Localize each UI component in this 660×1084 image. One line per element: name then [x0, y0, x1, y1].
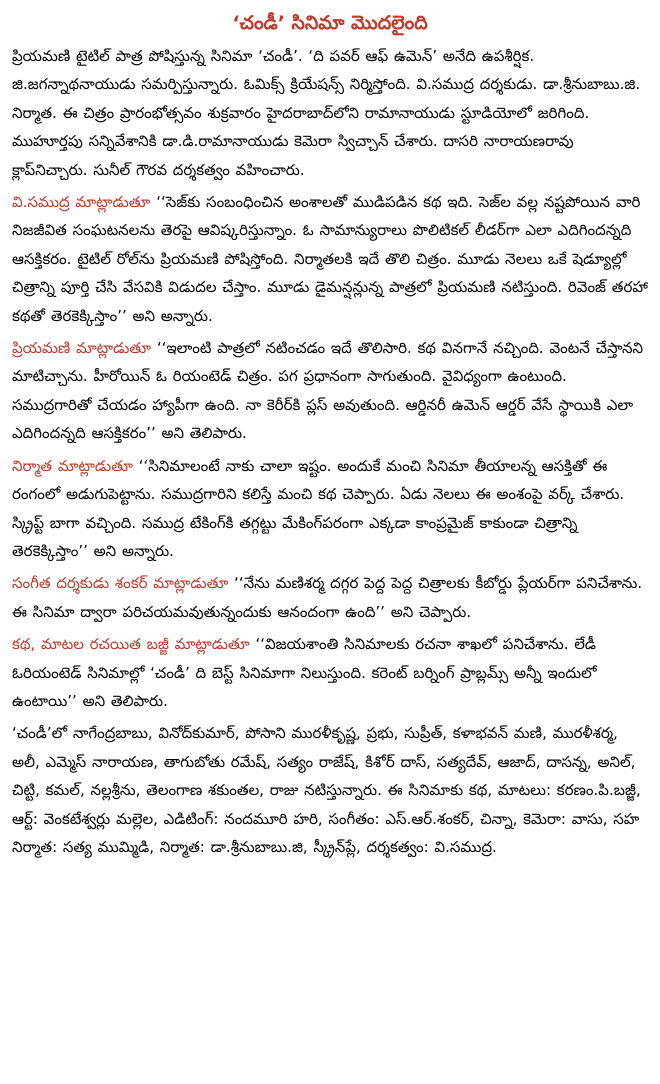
credits-paragraph: ‘చండీ’లో నాగేంద్రబాబు, వినోద్‌కుమార్, పోసాని మురళీకృష్ణ, ప్రభు, సుప్రీత్, కళాభవన్ మణి, మురళీశర్మ, అలీ, ఎమ్మెస్ నారాయణ, తాగుబోతు రమేష్, సత్యం రాజేష్, కిశోర్ దాస్, సత్యదేవ్, ఆజాద్, దాసన్న, అనిల్, చిట్టి, కమల్, నల్లశ్రీను, తెలంగాణ శకుంతల, రాజు నటిస్తున్నారు. ఈ సినిమాకు కథ, మాటలు: కరణం.పి.బజ్జీ, ఆర్ట్: వెంకటేశ్వర్లు మల్లెల, ఎడిటింగ్: నందమూరి హరి, సంగీతం: ఎస్.ఆర్.శంకర్, చిన్నా, కెమెరా: వాసు, సహ నిర్మాత: సత్య ముమ్మిడి, నిర్మాత: డా.శ్రీనుబాబు.జి, స్క్రీన్‌ప్లే, దర్శకత్వం: వి.సముద్ర.: [12, 724, 641, 856]
speaker-label: వి.సముద్ర మాట్లాడుతూ: [12, 193, 151, 212]
quote-text: ‘‘సెజ్‌కు సంబంధించిన అంశాలతో ముడిపడిన కథ ఇది. సెజ్‌ల వల్ల నష్టపోయిన వారి నిజజీవిత సంఘటనలను తెరపై ఆవిష్కరిస్తున్నాం. ఓ సామాన్యురాలు పొలిటికల్ లీడర్‌గా ఎలా ఎదిగిందన్నది ఆసక్తికరం. టైటిల్ రోల్‌ను ప్రియమణి పోషిస్తోంది. నిర్మాతలకి ఇదే తొలి చిత్రం. మూడు నెలలు ఒకే షెడ్యూల్లో చిత్రాన్ని పూర్తి చేసి వేసవికి విడుదల చేస్తాం. మూడు డైమన్షన్లున్న పాత్రలో ప్రియమణి నటిస్తుంది. రివెంజ్ తరహా కథతో తెరకెక్కిస్తాం’’ అని అన్నారు.: [12, 193, 648, 325]
quote-paragraph-producer: [12, 452, 648, 566]
speaker-label: సంగీత దర్శకుడు శంకర్ మాట్లాడుతూ: [12, 574, 229, 593]
quote-text: ‘‘ఇలాంటి పాత్రలో నటించడం ఇదే తొలిసారి. కథ వినగానే నచ్చింది. వెంటనే చేస్తానని మాటిచ్చాను. హీరోయిన్ ఓ రియంటెడ్ చిత్రం. పగ ప్రధానంగా సాగుతుంది. వైవిధ్యంగా ఉంటుంది. సముద్రగారితో చేయడం హ్యాపీగా ఉంది. నా కెరీర్‌కి ప్లస్ అవుతుంది. ఆర్డినరీ ఉమెన్ ఆర్డర్ వేసే స్థాయికి ఎలా ఎదిగిందన్నది ఆసక్తికరం’’ అని తెలిపారు.: [12, 339, 644, 443]
article-title: ‘చండీ’ సినిమా మొదలైంది: [232, 12, 428, 34]
quote-paragraph-composer: [12, 569, 648, 626]
quote-text: ‘‘విజయశాంతి సినిమాలకు రచనా శాఖలో పనిచేశాను. లేడీ ఓరియంటెడ్ సినిమాల్లో ‘చండీ’ ది బెస్ట్ సినిమాగా నిలుస్తుంది. కరెంట్ బర్నింగ్ ప్రాబ్లమ్స్ అన్నీ ఇందులో ఉంటాయి’’ అని తెలిపారు.: [12, 635, 597, 710]
speaker-label: కథ, మాటల రచయిత బజ్జీ మాట్లాడుతూ: [12, 635, 250, 654]
speaker-label: నిర్మాత మాట్లాడుతూ: [12, 456, 133, 475]
speaker-label: ప్రియమణి మాట్లాడుతూ: [12, 339, 152, 358]
quote-text: ‘‘నేను మణిశర్మ దగ్గర పెద్ద పెద్ద చిత్రాలకు కీబోర్డు ప్లేయర్‌గా పనిచేశాను. ఈ సినిమా ద్వారా పరిచయమవుతున్నందుకు ఆనందంగా ఉంది’’ అని చెప్పారు.: [12, 574, 643, 621]
quote-text: ‘‘సినిమాలంటే నాకు చాలా ఇష్టం. అందుకే మంచి సినిమా తీయాలన్న ఆసక్తితో ఈ రంగంలో అడుగుపెట్టాను. సముద్రగారిని కలిస్తే మంచి కథ చెప్పారు. ఏడు నెలలు ఈ అంశంపై వర్క్ చేశారు. స్క్రిప్ట్ బాగా వచ్చింది. సముద్ర టేకింగ్‌కి తగ్గట్టు మేకింగ్‌పరంగా ఎక్కడా కాంప్రమైజ్ కాకుండా చిత్రాన్ని తెరకెక్కిస్తాం’’ అని అన్నారు.: [12, 456, 625, 560]
quote-paragraph-director: [12, 188, 648, 330]
quote-paragraph-heroine: [12, 334, 648, 448]
intro-paragraph: ప్రియమణి టైటిల్ పాత్ర పోషిస్తున్న సినిమా ‘చండీ’. ‘ది పవర్ ఆఫ్ ఉమెన్’ అనేది ఉపశీర్షిక. జి.జగన్నాథనాయుడు సమర్పిస్తున్నారు. ఓమిక్స్ క్రియేషన్స్ నిర్మిస్తోంది. వి.సముద్ర దర్శకుడు. డా.శ్రీనుబాబు.జి. నిర్మాత. ఈ చిత్రం ప్రారంభోత్సవం శుక్రవారం హైదరాబాద్‌లోని రామానాయుడు స్టూడియోలో జరిగింది. ముహూర్తపు సన్నివేశానికి డా.డి.రామానాయుడు కెమెరా స్విచ్చాన్ చేశారు. దాసరి నారాయణరావు క్లాప్‌నిచ్చారు. సునీల్ గౌరవ దర్శకత్వం వహించారు.: [12, 47, 641, 179]
quote-paragraph-writer: [12, 630, 648, 715]
